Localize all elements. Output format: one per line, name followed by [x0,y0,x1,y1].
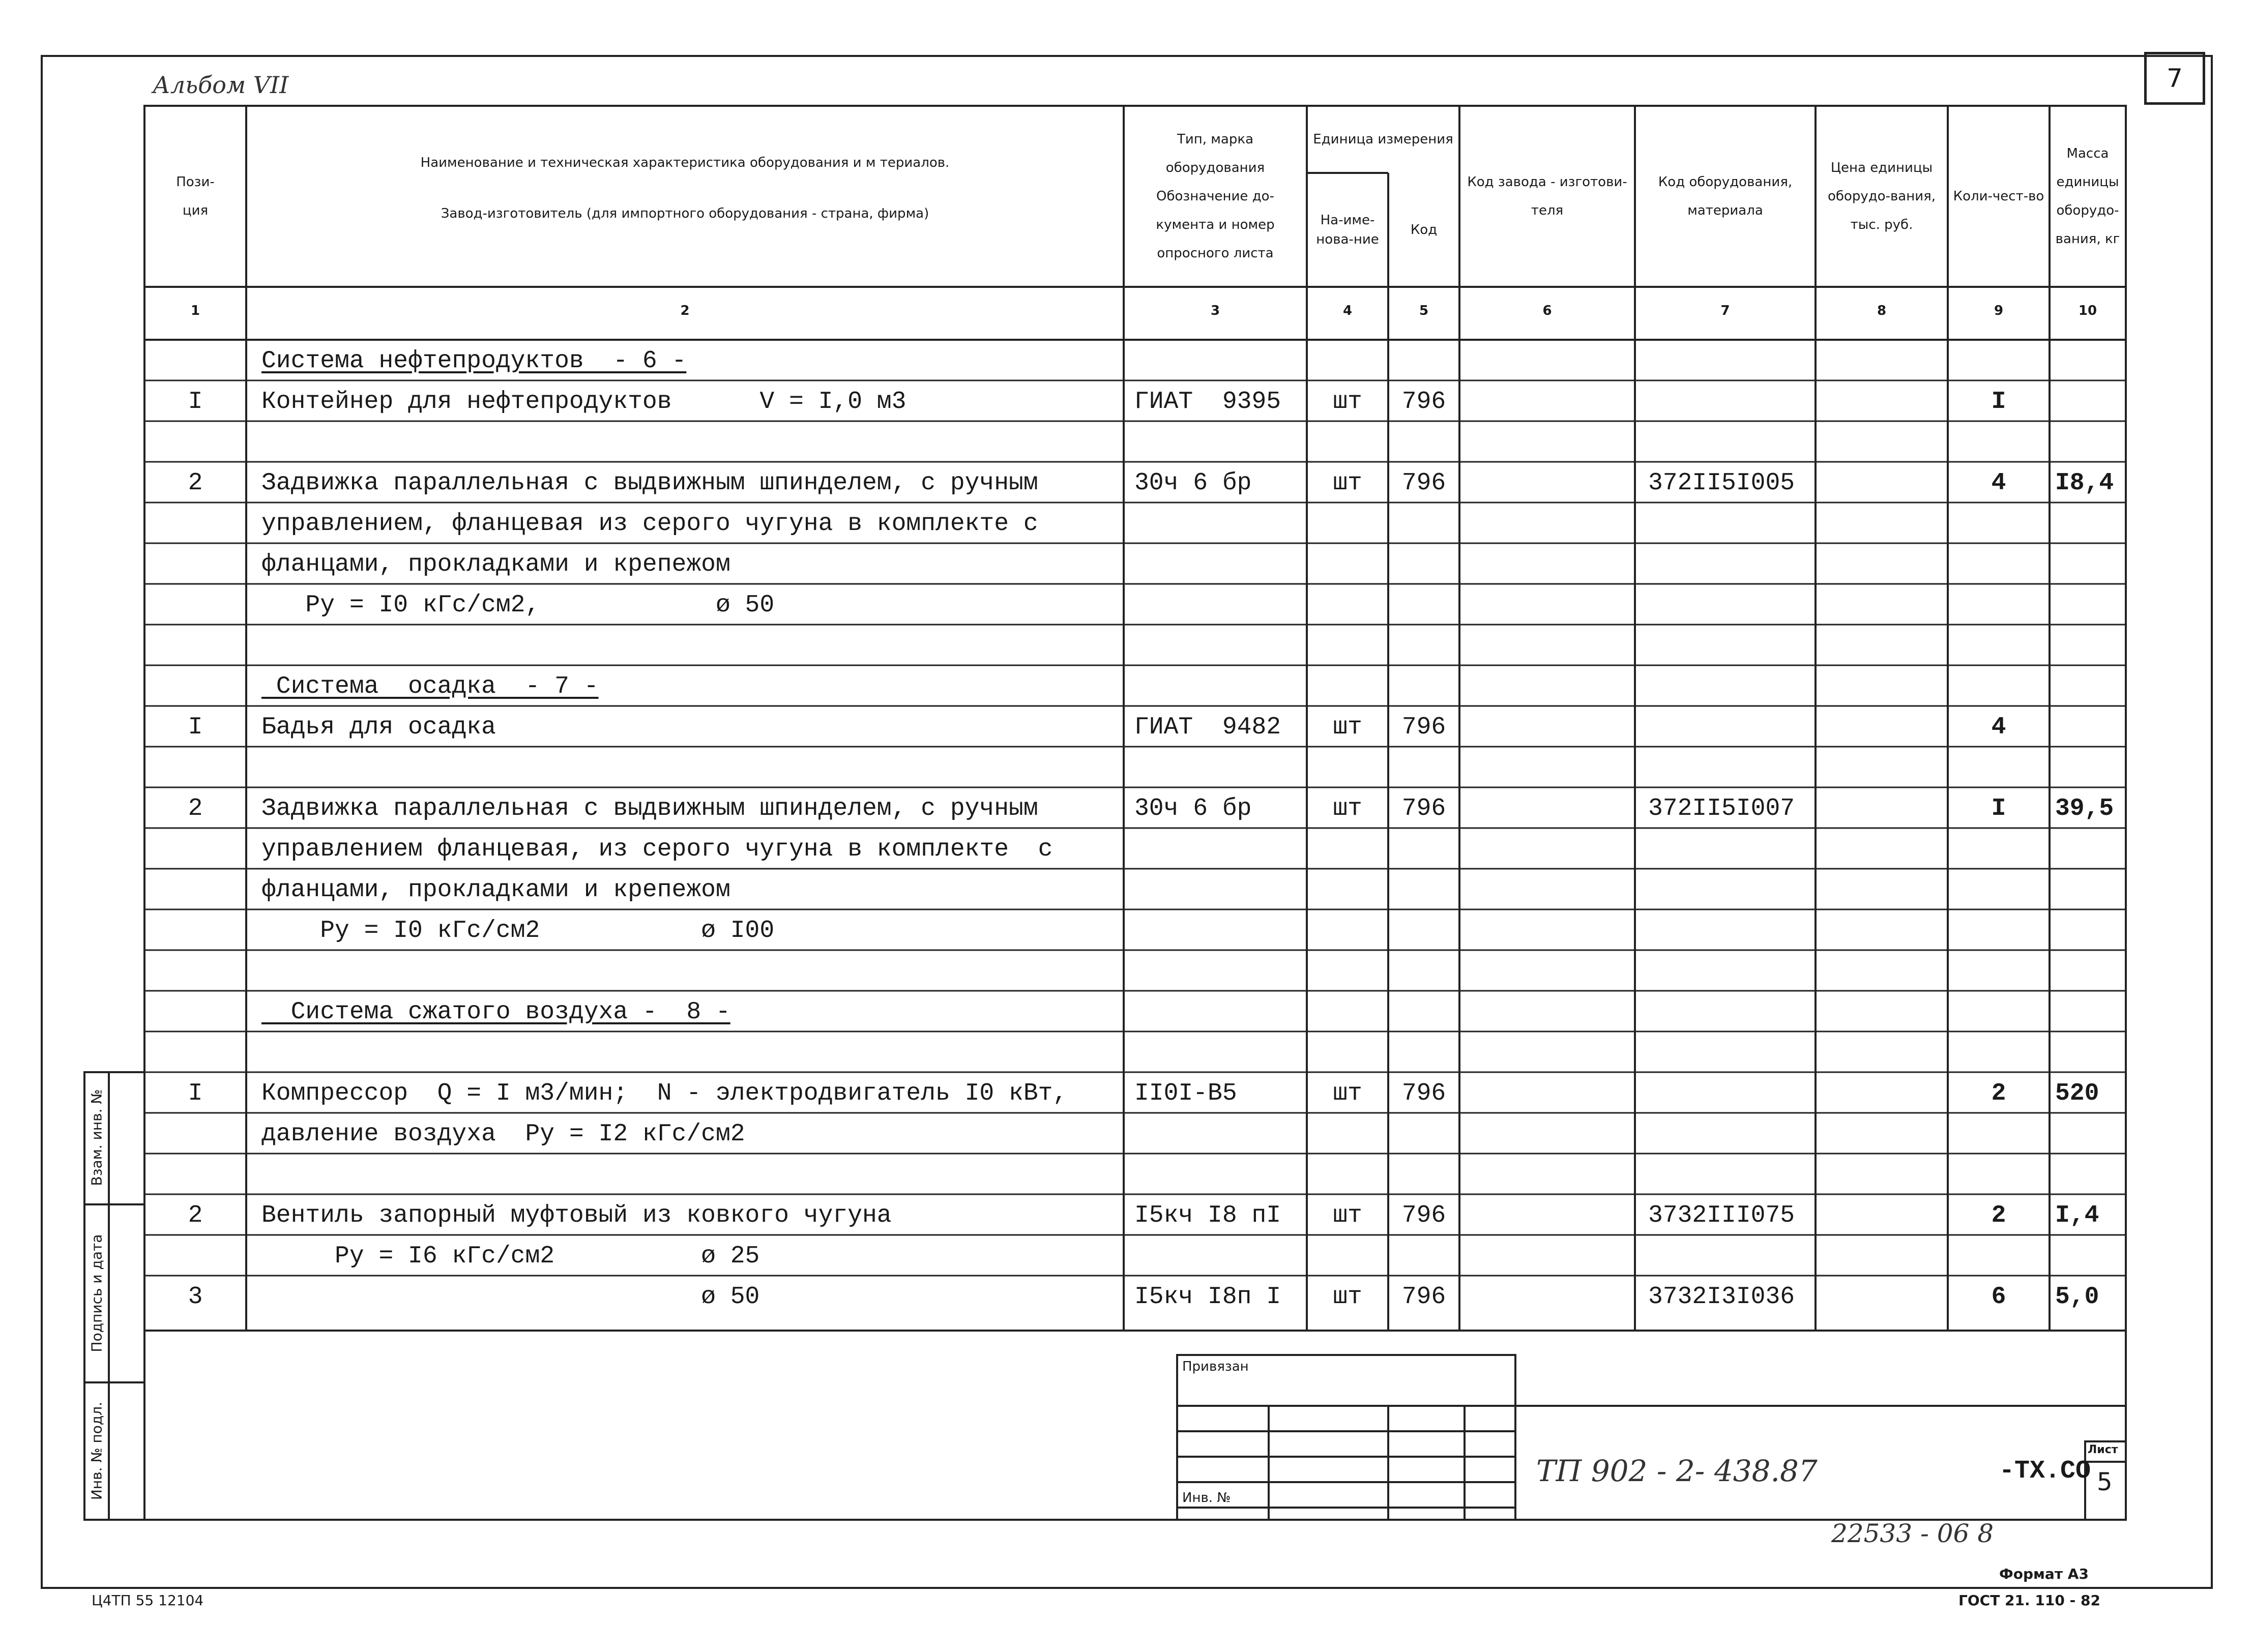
row-3-name: Задвижка параллельная с выдвижным шпинделем, с ручным [261,469,1038,497]
list-number: 5 [2097,1468,2113,1496]
row-9-name: Бадья для осадка [261,714,496,741]
row-11-eqcode: 372II5I007 [1648,795,1795,822]
col-num-10: 10 [2078,303,2097,318]
header-unit-name: На-име-нова-ние [1316,213,1379,247]
row-23-code: 796 [1401,1283,1446,1311]
row-21-code: 796 [1401,1202,1446,1229]
row-21-type: I5кч I8 пI [1134,1202,1281,1229]
header-unit-code: Код [1410,222,1438,238]
row-9-pos: I [188,714,203,741]
row-19-name: давление воздуха Ру = I2 кГс/см2 [261,1120,745,1148]
row-4-name: управлением, фланцевая из серого чугуна в комплекте с [261,510,1038,538]
header-price: Цена единицы оборудо-вания, тыс. руб. [1827,160,1936,232]
col-num-9: 9 [1994,303,2004,318]
col-num-6: 6 [1542,303,1552,318]
row-1-name: Контейнер для нефтепродуктов V = I,0 м3 [261,388,906,416]
row-18-pos: I [188,1080,203,1107]
row-11-name: Задвижка параллельная с выдвижным шпинделем, с ручным [261,795,1038,822]
row-21-eqcode: 3732III075 [1648,1202,1795,1229]
list-label: Лист [2088,1443,2118,1456]
row-18-code: 796 [1401,1080,1446,1107]
row-14-name: Ру = I0 кГс/см2 ø I00 [261,917,775,945]
row-3-qty: 4 [1991,469,2006,497]
header-manufacturer: Завод-изготовитель (для импортного оборудования - страна, фирма) [441,206,929,221]
col-num-8: 8 [1877,303,1887,318]
side-label-signature-date: Подпись и дата [88,1234,105,1352]
handwritten-number: 22533 - 06 8 [1831,1519,1994,1548]
row-21-qty: 2 [1991,1202,2006,1229]
row-23-mass: 5,0 [2055,1283,2099,1311]
side-label-orig-inv: Инв. № подл. [88,1401,105,1500]
header-equipment-code: Код оборудования, материала [1658,174,1793,218]
row-11-type: 30ч 6 бр [1134,795,1252,822]
row-3-eqcode: 372II5I005 [1648,469,1795,497]
row-18-name: Компрессор Q = I м3/мин; N - электродвигатель I0 кВт, [261,1080,1068,1107]
row-11-pos: 2 [188,795,203,822]
row-9-code: 796 [1401,714,1446,741]
row-12-name: управлением фланцевая, из серого чугуна в комплекте с [261,836,1053,863]
row-23-qty: 6 [1991,1283,2006,1311]
doc-suffix: -ТХ.СО [1999,1457,2091,1486]
doc-code: ТП 902 - 2- 438.87 [1536,1454,1818,1488]
col-num-7: 7 [1720,303,1730,318]
row-21-name: Вентиль запорный муфтовый из ковкого чугуна [261,1202,892,1229]
row-3-mass: I8,4 [2055,469,2114,497]
row-23-unit: шт [1333,1283,1362,1311]
row-11-mass: 39,5 [2055,795,2114,822]
row-13-name: фланцами, прокладками и крепежом [261,876,730,904]
row-18-unit: шт [1333,1080,1362,1107]
row-1-unit: шт [1333,388,1362,416]
header-type: Тип, марка оборудования Обозначение до-кумента и номер опросного листа [1156,132,1275,261]
row-21-pos: 2 [188,1202,203,1229]
row-9-qty: 4 [1991,714,2006,741]
row-8-name: Система осадка - 7 - [261,673,599,700]
header-mass: Масса единицы оборудо-вания, кг [2055,146,2120,247]
row-11-code: 796 [1401,795,1446,822]
row-3-pos: 2 [188,469,203,497]
col-num-2: 2 [680,303,690,318]
row-3-code: 796 [1401,469,1446,497]
stamp-privyazan: Привязан [1182,1359,1249,1374]
row-9-type: ГИАТ 9482 [1134,714,1281,741]
header-name: Наименование и техническая характеристика оборудования и м териалов. [420,155,950,170]
row-16-name: Система сжатого воздуха - 8 - [261,998,730,1026]
format-label: Формат А3 [1999,1566,2089,1582]
row-11-unit: шт [1333,795,1362,822]
footer-code: Ц4ТП 55 12104 [92,1592,204,1609]
row-23-type: I5кч I8п I [1134,1283,1281,1311]
row-21-unit: шт [1333,1202,1362,1229]
col-num-4: 4 [1342,303,1353,318]
row-18-type: II0I-B5 [1134,1080,1237,1107]
row-6-name: Ру = I0 кГс/см2, ø 50 [261,592,775,619]
row-23-pos: 3 [188,1283,203,1311]
row-18-qty: 2 [1991,1080,2006,1107]
row-0-name: Система нефтепродуктов - 6 - [261,347,687,375]
gost-label: ГОСТ 21. 110 - 82 [1958,1592,2100,1609]
col-num-3: 3 [1210,303,1220,318]
header-plant-code: Код завода - изготови-теля [1467,174,1627,218]
row-1-pos: I [188,388,203,416]
side-label-replace-inv: Взам. инв. № [88,1089,105,1186]
row-18-mass: 520 [2055,1080,2099,1107]
row-11-qty: I [1991,795,2006,822]
row-1-code: 796 [1401,388,1446,416]
album-note: Альбом VII [153,71,289,99]
row-3-unit: шт [1333,469,1362,497]
row-21-mass: I,4 [2055,1202,2099,1229]
row-1-type: ГИАТ 9395 [1134,388,1281,416]
row-1-qty: I [1991,388,2006,416]
header-position: Пози- ция [176,174,215,218]
header-unit: Единица измерения [1313,132,1453,147]
header-quantity: Коли-чест-во [1953,189,2044,204]
row-3-type: 30ч 6 бр [1134,469,1252,497]
stamp-inv-number: Инв. № [1182,1490,1231,1506]
row-22-name: Ру = I6 кГс/см2 ø 25 [261,1243,760,1270]
col-num-5: 5 [1419,303,1429,318]
row-9-unit: шт [1333,714,1362,741]
row-23-eqcode: 3732I3I036 [1648,1283,1795,1311]
col-num-1: 1 [190,303,200,318]
row-23-name: ø 50 [261,1283,760,1311]
row-5-name: фланцами, прокладками и крепежом [261,551,730,578]
sheet-corner-number: 7 [2144,52,2205,105]
